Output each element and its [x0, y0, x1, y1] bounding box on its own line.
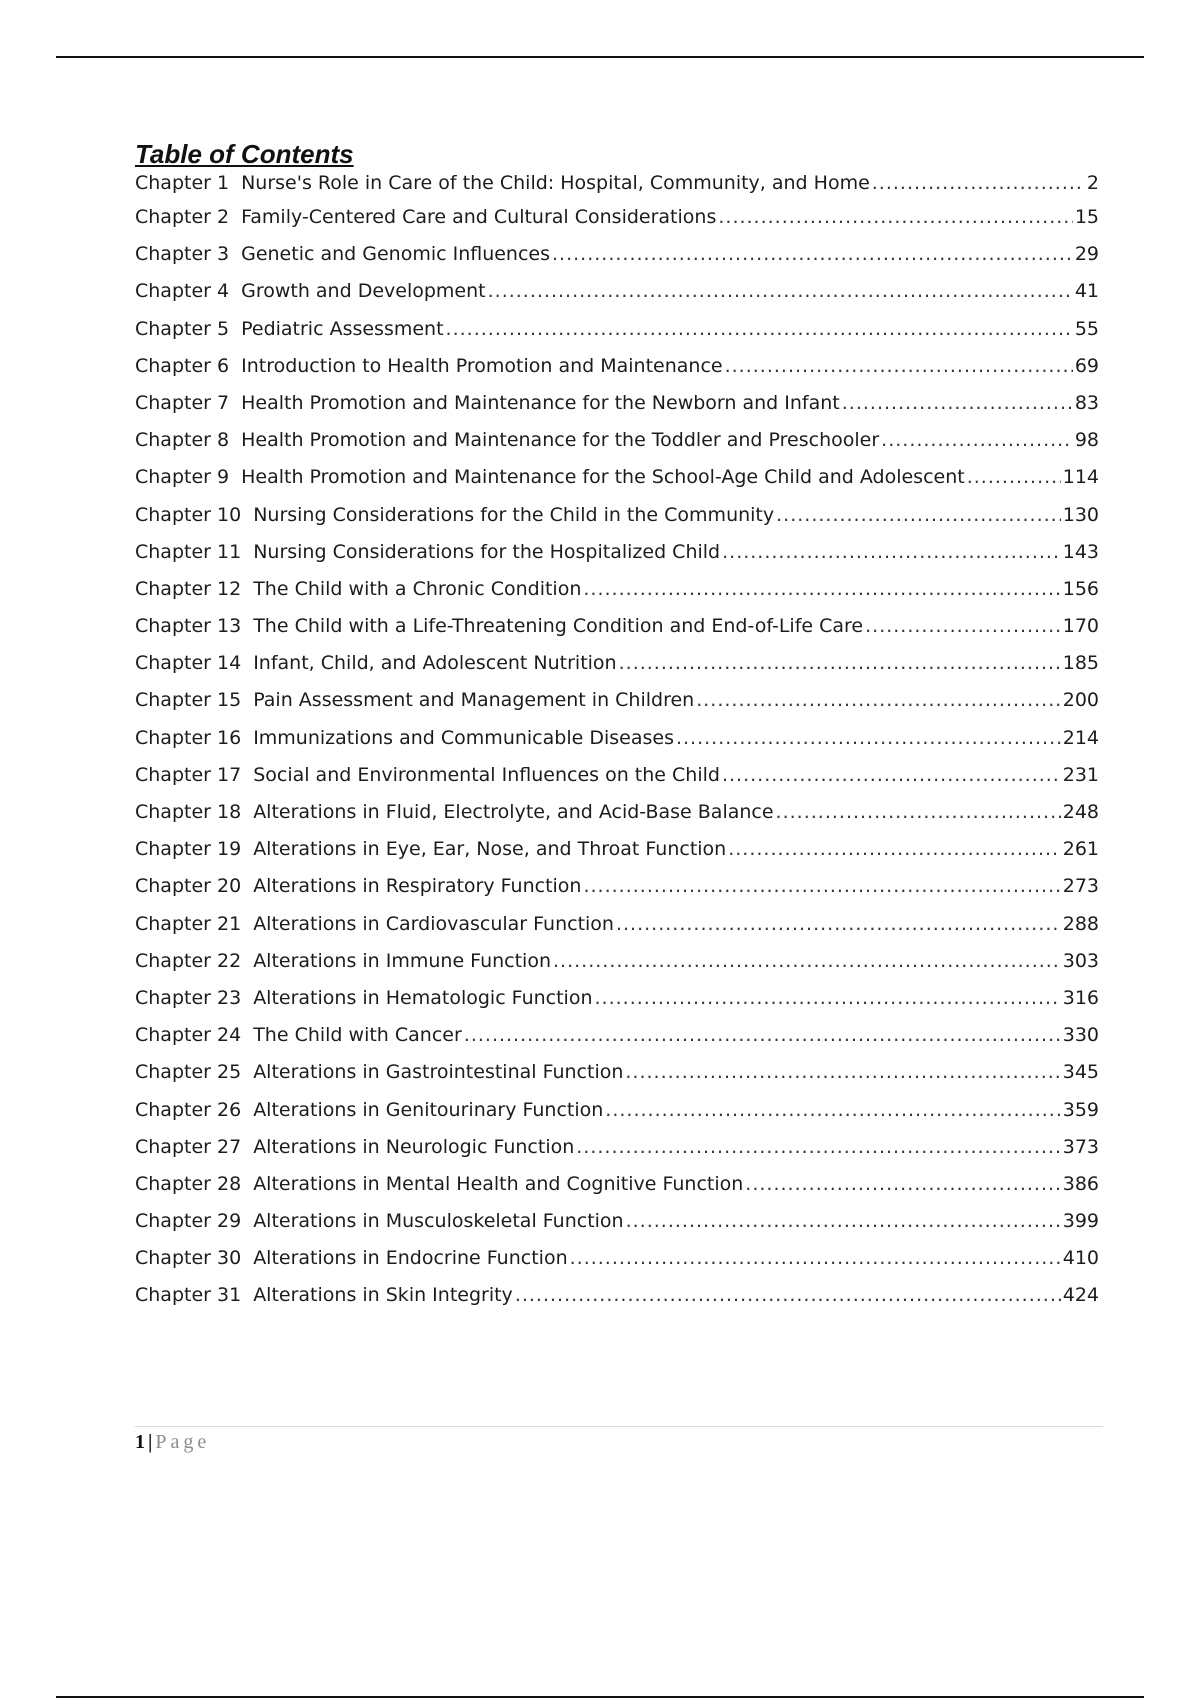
- toc-page-number: 143: [1062, 540, 1099, 563]
- toc-chapter-title: Nursing Considerations for the Child in the Community: [253, 503, 775, 526]
- toc-page-number: 316: [1062, 986, 1099, 1009]
- toc-chapter-title: The Child with a Chronic Condition: [253, 577, 582, 600]
- toc-dot-leader: [583, 875, 1060, 897]
- toc-chapter-number: Chapter 2: [135, 206, 230, 228]
- toc-list: [135, 172, 1099, 1322]
- toc-entry[interactable]: [135, 1136, 1099, 1173]
- toc-chapter-number: Chapter 4: [135, 280, 230, 303]
- toc-dot-leader: [626, 1210, 1061, 1232]
- toc-page-number: 83: [1074, 391, 1099, 414]
- toc-chapter-number: Chapter 15: [135, 689, 242, 712]
- toc-dot-leader: [776, 801, 1061, 823]
- toc-page-number: 273: [1062, 875, 1099, 898]
- toc-chapter-title: Alterations in Eye, Ear, Nose, and Throat Function: [253, 838, 727, 861]
- toc-chapter-title: Nursing Considerations for the Hospitalized Child: [253, 540, 721, 563]
- toc-chapter-title: Pain Assessment and Management in Children: [253, 689, 695, 712]
- toc-page-number: 288: [1062, 912, 1099, 935]
- toc-chapter-number: Chapter 18: [135, 801, 242, 823]
- footer-separator: |: [148, 1431, 153, 1453]
- toc-page-number: 424: [1062, 1284, 1099, 1307]
- toc-entry[interactable]: [135, 1210, 1099, 1247]
- toc-dot-leader: [464, 1024, 1061, 1046]
- toc-chapter-title: Nurse's Role in Care of the Child: Hospital, Community, and Home: [241, 172, 870, 194]
- toc-page-number: 114: [1062, 466, 1099, 489]
- toc-chapter-number: Chapter 31: [135, 1284, 242, 1307]
- toc-chapter-title: Alterations in Genitourinary Function: [253, 1098, 604, 1121]
- toc-dot-leader: [553, 950, 1061, 972]
- toc-page-number: 386: [1062, 1172, 1099, 1195]
- toc-page-number: 170: [1062, 615, 1099, 638]
- toc-entry[interactable]: [135, 987, 1099, 1024]
- toc-dot-leader: [776, 504, 1061, 526]
- toc-entry[interactable]: [135, 1061, 1099, 1098]
- toc-entry[interactable]: [135, 913, 1099, 950]
- toc-chapter-number: Chapter 21: [135, 912, 242, 935]
- toc-chapter-number: Chapter 30: [135, 1247, 242, 1270]
- toc-chapter-title: The Child with Cancer: [253, 1024, 462, 1047]
- toc-page-number: 130: [1062, 503, 1099, 526]
- toc-chapter-number: Chapter 3: [135, 243, 230, 266]
- toc-entry[interactable]: [135, 875, 1099, 912]
- toc-page-number: 410: [1062, 1247, 1099, 1270]
- toc-chapter-title: Infant, Child, and Adolescent Nutrition: [253, 652, 617, 675]
- header-rule: [56, 56, 1144, 58]
- toc-dot-leader: [676, 727, 1061, 749]
- toc-chapter-number: Chapter 16: [135, 726, 242, 749]
- table-of-contents: [135, 136, 1099, 1322]
- toc-page-number: 2: [1086, 172, 1099, 194]
- toc-chapter-number: Chapter 19: [135, 838, 242, 861]
- toc-page-number: 15: [1074, 206, 1099, 228]
- toc-entry[interactable]: [135, 950, 1099, 987]
- toc-dot-leader: [552, 243, 1073, 265]
- toc-chapter-title: Alterations in Mental Health and Cognitive Function: [253, 1172, 744, 1195]
- toc-dot-leader: [718, 206, 1072, 228]
- toc-page-number: 373: [1062, 1135, 1099, 1158]
- toc-dot-leader: [570, 1247, 1061, 1269]
- toc-entry[interactable]: [135, 466, 1099, 503]
- toc-dot-leader: [842, 392, 1073, 414]
- toc-page-number: 214: [1062, 726, 1099, 749]
- toc-dot-leader: [728, 838, 1061, 860]
- toc-page-number: 399: [1062, 1210, 1099, 1233]
- toc-dot-leader: [515, 1284, 1061, 1306]
- toc-page-number: 41: [1074, 280, 1099, 303]
- toc-entry[interactable]: [135, 243, 1099, 280]
- toc-chapter-number: Chapter 13: [135, 615, 242, 638]
- toc-chapter-number: Chapter 29: [135, 1210, 242, 1233]
- toc-page-number: 55: [1074, 317, 1099, 340]
- toc-chapter-number: Chapter 22: [135, 949, 242, 972]
- toc-chapter-number: Chapter 26: [135, 1098, 242, 1121]
- toc-page-number: 261: [1062, 838, 1099, 861]
- toc-chapter-title: Health Promotion and Maintenance for the Toddler and Preschooler: [241, 429, 880, 452]
- toc-chapter-number: Chapter 11: [135, 540, 242, 563]
- toc-entry[interactable]: [135, 318, 1099, 355]
- toc-page-number: 359: [1062, 1098, 1099, 1121]
- toc-entry[interactable]: [135, 652, 1099, 689]
- toc-chapter-number: Chapter 24: [135, 1024, 242, 1047]
- toc-page-number: 330: [1062, 1024, 1099, 1047]
- toc-entry[interactable]: [135, 541, 1099, 578]
- toc-page-number: 98: [1074, 429, 1099, 452]
- toc-dot-leader: [881, 429, 1073, 451]
- toc-chapter-title: Health Promotion and Maintenance for the School-Age Child and Adolescent: [241, 466, 965, 489]
- toc-entry[interactable]: [135, 764, 1099, 801]
- toc-page-number: 185: [1062, 652, 1099, 675]
- toc-chapter-number: Chapter 12: [135, 577, 242, 600]
- toc-chapter-number: Chapter 9: [135, 466, 230, 489]
- toc-dot-leader: [865, 615, 1061, 637]
- toc-title: Table of Contents: [135, 139, 354, 169]
- toc-chapter-number: Chapter 5: [135, 317, 230, 340]
- toc-chapter-number: Chapter 6: [135, 354, 230, 377]
- toc-chapter-title: Social and Environmental Influences on the Child: [253, 763, 720, 786]
- toc-chapter-title: Alterations in Musculoskeletal Function: [253, 1210, 624, 1233]
- toc-entry[interactable]: [135, 429, 1099, 466]
- toc-chapter-title: Alterations in Gastrointestinal Function: [253, 1061, 624, 1084]
- toc-page-number: 345: [1062, 1061, 1099, 1084]
- toc-chapter-title: Health Promotion and Maintenance for the Newborn and Infant: [241, 391, 840, 414]
- toc-page-number: 69: [1074, 354, 1099, 377]
- toc-chapter-title: Alterations in Neurologic Function: [253, 1135, 575, 1158]
- toc-entry[interactable]: [135, 355, 1099, 392]
- toc-dot-leader: [745, 1173, 1060, 1195]
- toc-entry[interactable]: [135, 1247, 1099, 1284]
- toc-entry[interactable]: [135, 578, 1099, 615]
- toc-chapter-title: Growth and Development: [241, 280, 486, 303]
- toc-dot-leader: [595, 987, 1061, 1009]
- toc-entry[interactable]: [135, 504, 1099, 541]
- toc-chapter-title: Genetic and Genomic Influences: [241, 243, 551, 266]
- toc-entry[interactable]: [135, 801, 1099, 838]
- toc-dot-leader: [872, 172, 1085, 194]
- toc-chapter-number: Chapter 14: [135, 652, 242, 675]
- toc-entry[interactable]: [135, 1099, 1099, 1136]
- toc-chapter-title: Alterations in Fluid, Electrolyte, and Acid-Base Balance: [253, 801, 774, 823]
- toc-entry[interactable]: [135, 280, 1099, 317]
- toc-dot-leader: [722, 541, 1061, 563]
- toc-entry[interactable]: [135, 615, 1099, 652]
- toc-dot-leader: [446, 318, 1073, 340]
- toc-dot-leader: [625, 1061, 1060, 1083]
- toc-chapter-title: Immunizations and Communicable Diseases: [253, 726, 674, 749]
- toc-dot-leader: [696, 689, 1061, 711]
- toc-chapter-number: Chapter 20: [135, 875, 242, 898]
- toc-entry[interactable]: [135, 838, 1099, 875]
- toc-entry[interactable]: [135, 172, 1099, 206]
- toc-chapter-title: The Child with a Life-Threatening Condition and End-of-Life Care: [253, 615, 864, 638]
- toc-dot-leader: [619, 652, 1061, 674]
- toc-chapter-title: Pediatric Assessment: [241, 317, 444, 340]
- toc-chapter-title: Alterations in Hematologic Function: [253, 986, 593, 1009]
- toc-page-number: 303: [1062, 949, 1099, 972]
- toc-chapter-number: Chapter 10: [135, 503, 242, 526]
- toc-dot-leader: [616, 913, 1061, 935]
- toc-chapter-number: Chapter 27: [135, 1135, 242, 1158]
- toc-entry[interactable]: [135, 1024, 1099, 1061]
- page-label: Page: [155, 1431, 211, 1453]
- toc-chapter-number: Chapter 7: [135, 391, 230, 414]
- toc-chapter-number: Chapter 1: [135, 172, 230, 194]
- toc-chapter-title: Alterations in Respiratory Function: [253, 875, 582, 898]
- toc-chapter-title: Introduction to Health Promotion and Maintenance: [241, 354, 723, 377]
- toc-entry[interactable]: [135, 1284, 1099, 1321]
- toc-entry[interactable]: [135, 689, 1099, 726]
- toc-dot-leader: [605, 1099, 1060, 1121]
- footer-rule: [135, 1426, 1103, 1427]
- bottom-rule: [56, 1696, 1144, 1698]
- toc-page-number: 29: [1074, 243, 1099, 266]
- toc-dot-leader: [576, 1136, 1060, 1158]
- toc-chapter-number: Chapter 17: [135, 763, 242, 786]
- toc-page-number: 200: [1062, 689, 1099, 712]
- toc-page-number: 231: [1062, 763, 1099, 786]
- toc-chapter-title: Alterations in Endocrine Function: [253, 1247, 568, 1270]
- toc-chapter-title: Alterations in Cardiovascular Function: [253, 912, 614, 935]
- toc-entry[interactable]: [135, 1173, 1099, 1210]
- toc-chapter-number: Chapter 25: [135, 1061, 242, 1084]
- toc-entry[interactable]: [135, 727, 1099, 764]
- toc-chapter-title: Alterations in Skin Integrity: [253, 1284, 513, 1307]
- toc-chapter-number: Chapter 28: [135, 1172, 242, 1195]
- toc-chapter-number: Chapter 23: [135, 986, 242, 1009]
- toc-dot-leader: [967, 466, 1061, 488]
- toc-page-number: 156: [1062, 577, 1099, 600]
- toc-dot-leader: [488, 280, 1073, 302]
- toc-chapter-number: Chapter 8: [135, 429, 230, 452]
- toc-dot-leader: [725, 355, 1073, 377]
- toc-dot-leader: [722, 764, 1061, 786]
- toc-chapter-title: Family-Centered Care and Cultural Considerations: [241, 206, 717, 228]
- toc-entry[interactable]: [135, 392, 1099, 429]
- page-number: 1: [135, 1431, 145, 1453]
- toc-page-number: 248: [1062, 801, 1099, 823]
- page-footer: [135, 1429, 210, 1455]
- toc-entry[interactable]: [135, 206, 1099, 243]
- toc-chapter-title: Alterations in Immune Function: [253, 949, 551, 972]
- toc-dot-leader: [583, 578, 1060, 600]
